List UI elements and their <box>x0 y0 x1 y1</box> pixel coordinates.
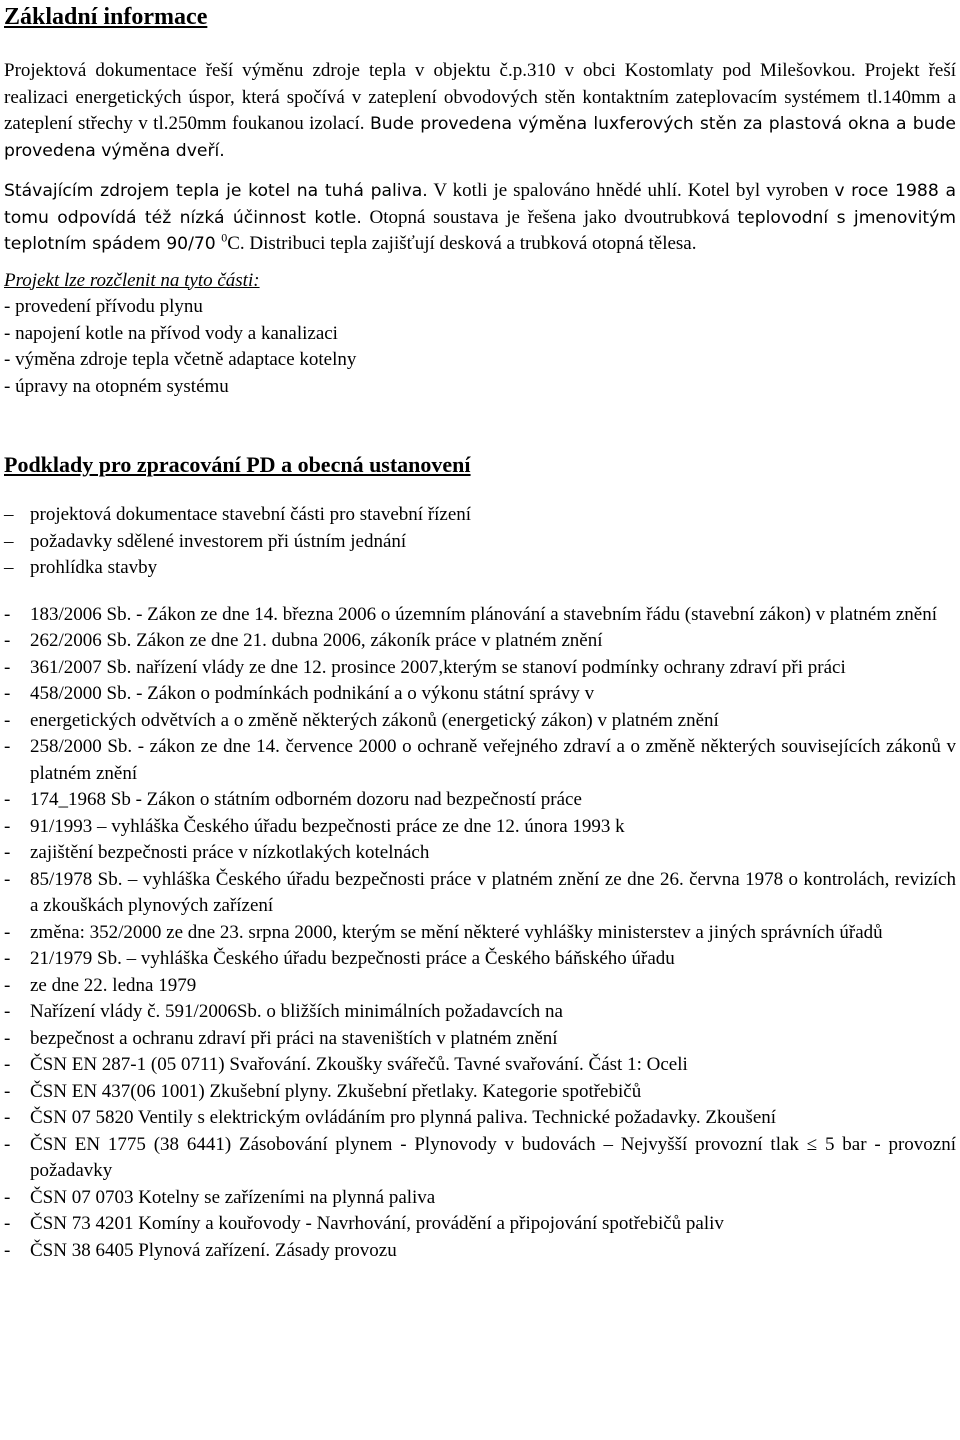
list-item <box>4 1185 956 1212</box>
list-item <box>4 867 956 920</box>
list-item <box>4 529 956 556</box>
dash-marker: - <box>4 789 11 810</box>
dash-marker: - <box>4 974 11 996</box>
list-item <box>4 1105 956 1132</box>
dash-marker: - <box>4 656 11 678</box>
list-item <box>4 946 956 973</box>
document-page <box>4 0 956 1264</box>
dash-marker: - <box>4 1213 11 1234</box>
intro-text-2b: V kotli je spalováno hnědé uhlí. Kotel byl vyroben <box>427 180 829 201</box>
dash-marker: - <box>4 948 11 969</box>
list-item-text: ČSN EN 287-1 (05 0711) Svařování. Zkoušky svářečů. Tavné svařování. Část 1: Oceli <box>30 1054 688 1075</box>
section-heading: Podklady pro zpracování PD a obecná ustanovení <box>4 452 471 477</box>
list-item-text: 258/2000 Sb. - zákon ze dne 14. července 2000 o ochraně veřejného zdraví a o změně některých souvisejících zákonů v platném znění <box>30 736 956 784</box>
intro-text-2c: v roce 1988 a tomu odpovídá též nízká účinnost kotle. <box>4 181 956 228</box>
list-item <box>4 555 956 582</box>
list-item-text: Nařízení vlády č. 591/2006Sb. o bližších minimálních požadavcích na <box>30 1001 563 1022</box>
list-item-text: 85/1978 Sb. – vyhláška Českého úřadu bezpečnosti práce v platném znění ze dne 26. června 1978 o kontrolách, revizích a zkouškách plynových zařízení <box>30 868 956 916</box>
list-item-text: energetických odvětvích a o změně některých zákonů (energetický zákon) v platném znění <box>30 709 719 731</box>
degree-superscript: 0 <box>221 230 228 245</box>
list-item-text: 458/2000 Sb. - Zákon o podmínkách podnikání a o výkonu státní správy v <box>30 683 595 704</box>
list-item <box>4 1079 956 1106</box>
parts-item: - výměna zdroje tepla včetně adaptace kotelny <box>4 349 357 370</box>
list-item <box>4 1052 956 1079</box>
list-item-text: ČSN 07 5820 Ventily s elektrickým ovládáním pro plynná paliva. Technické požadavky. Zkoušení <box>30 1107 777 1128</box>
dash-marker: - <box>4 1133 11 1155</box>
dash-marker: - <box>4 603 11 625</box>
list-item <box>4 602 956 629</box>
list-item-text: projektová dokumentace stavební části pro stavební řízení <box>30 504 472 525</box>
intro-paragraph-1 <box>4 58 956 164</box>
list-item-text: změna: 352/2000 ze dne 23. srpna 2000, kterým se mění některé vyhlášky ministerstev a jiných správních úřadů <box>30 921 883 943</box>
parts-item: - provedení přívodu plynu <box>4 296 203 317</box>
parts-list <box>4 294 956 400</box>
dash-marker: - <box>4 709 11 731</box>
list-item <box>4 840 956 867</box>
regulations-list <box>4 602 956 1265</box>
dash-marker: - <box>4 868 11 890</box>
dash-marker: - <box>4 1239 11 1261</box>
dash-marker: - <box>4 921 11 943</box>
dash-marker: - <box>4 1080 11 1102</box>
sources-list <box>4 502 956 582</box>
dash-marker: - <box>4 815 11 837</box>
dash-marker: - <box>4 736 11 757</box>
list-item-text: 361/2007 Sb. nařízení vlády ze dne 12. prosince 2007,kterým se stanoví podmínky ochrany zdraví při práci <box>30 656 846 678</box>
list-item-text: ČSN 73 4201 Komíny a kouřovody - Navrhování, provádění a připojování spotřebičů paliv <box>30 1213 724 1234</box>
list-item <box>4 1026 956 1053</box>
list-item-text: 21/1979 Sb. – vyhláška Českého úřadu bezpečnosti práce a Českého báňského úřadu <box>30 948 675 969</box>
list-item <box>4 973 956 1000</box>
parts-item: - napojení kotle na přívod vody a kanalizaci <box>4 322 338 344</box>
list-item <box>4 999 956 1026</box>
list-item-text: 174_1968 Sb - Zákon o státním odborném dozoru nad bezpečností práce <box>30 789 582 810</box>
list-item-text: požadavky sdělené investorem při ústním jednání <box>30 530 407 552</box>
list-item <box>4 814 956 841</box>
list-item-text: 262/2006 Sb. Zákon ze dne 21. dubna 2006, zákoník práce v platném znění <box>30 630 603 651</box>
list-item <box>4 681 956 708</box>
document-title: Základní informace <box>4 4 208 30</box>
list-item <box>4 920 956 947</box>
intro-text-2d: Otopná soustava je řešena jako dvoutrubková <box>361 206 730 228</box>
dash-marker: – <box>4 530 14 552</box>
intro-text-1: Projektová dokumentace řeší výměnu zdroje tepla v objektu č.p.310 v obci Kostomlaty pod Milešovkou. Projekt řeší realizaci energetických úspor, která spočívá v zateplení obvodových stěn kontaktním zateplovacím systémem tl.140mm a zateplení střechy v tl.250mm foukanou izolací. <box>4 60 956 134</box>
dash-marker: - <box>4 630 11 651</box>
list-item <box>4 1238 956 1265</box>
list-item-text: ČSN EN 437(06 1001) Zkušební plyny. Zkušební přetlaky. Kategorie spotřebičů <box>30 1080 642 1102</box>
list-item-text: zajištění bezpečnosti práce v nízkotlakých kotelnách <box>30 842 430 863</box>
list-item <box>4 502 956 529</box>
list-item-text: ČSN EN 1775 (38 6441) Zásobování plynem - Plynovody v budovách – Nejvyšší provozní tlak ≤ 5 bar - provozní požadavky <box>30 1133 956 1181</box>
intro-text-2a: Stávajícím zdrojem tepla je kotel na tuhá paliva. <box>4 181 428 201</box>
list-item-text: prohlídka stavby <box>30 557 158 578</box>
list-item-text: 91/1993 – vyhláška Českého úřadu bezpečnosti práce ze dne 12. února 1993 k <box>30 815 625 837</box>
parts-item: - úpravy na otopném systému <box>4 375 229 397</box>
list-item <box>4 1132 956 1185</box>
parts-heading <box>4 268 956 295</box>
list-item <box>4 1211 956 1238</box>
intro-text-2e: teplovodní s jmenovitým teplotním spádem 90/70 <box>4 207 957 254</box>
list-item-text: bezpečnost a ochranu zdraví při práci na staveništích v platném znění <box>30 1027 558 1049</box>
dash-marker: - <box>4 842 11 863</box>
dash-marker: - <box>4 683 11 704</box>
list-item-text: 183/2006 Sb. - Zákon ze dne 14. března 2006 o územním plánování a stavebním řádu (stavební zákon) v platném znění <box>30 603 937 625</box>
dash-marker: - <box>4 1001 11 1022</box>
list-item <box>4 655 956 682</box>
list-item-text: ČSN 38 6405 Plynová zařízení. Zásady provozu <box>30 1239 397 1261</box>
intro-text-2f: C. Distribuci tepla zajišťují desková a trubková otopná tělesa. <box>227 233 697 254</box>
list-item-text: ze dne 22. ledna 1979 <box>30 974 197 996</box>
dash-marker: - <box>4 1107 11 1128</box>
dash-marker: - <box>4 1027 11 1049</box>
list-item-text: ČSN 07 0703 Kotelny se zařízeními na plynná paliva <box>30 1186 436 1208</box>
intro-paragraph-2 <box>4 178 956 258</box>
dash-marker: – <box>4 504 14 525</box>
list-item <box>4 708 956 735</box>
intro-text-1-sans: Bude provedena výměna luxferových stěn za plastová okna a bude provedena výměna dveří. <box>4 114 957 161</box>
list-item <box>4 734 956 787</box>
dash-marker: – <box>4 557 14 578</box>
dash-marker: - <box>4 1186 11 1208</box>
list-item <box>4 787 956 814</box>
dash-marker: - <box>4 1054 11 1075</box>
parts-heading-text: Projekt lze rozčlenit na tyto části: <box>4 269 260 291</box>
list-item <box>4 628 956 655</box>
